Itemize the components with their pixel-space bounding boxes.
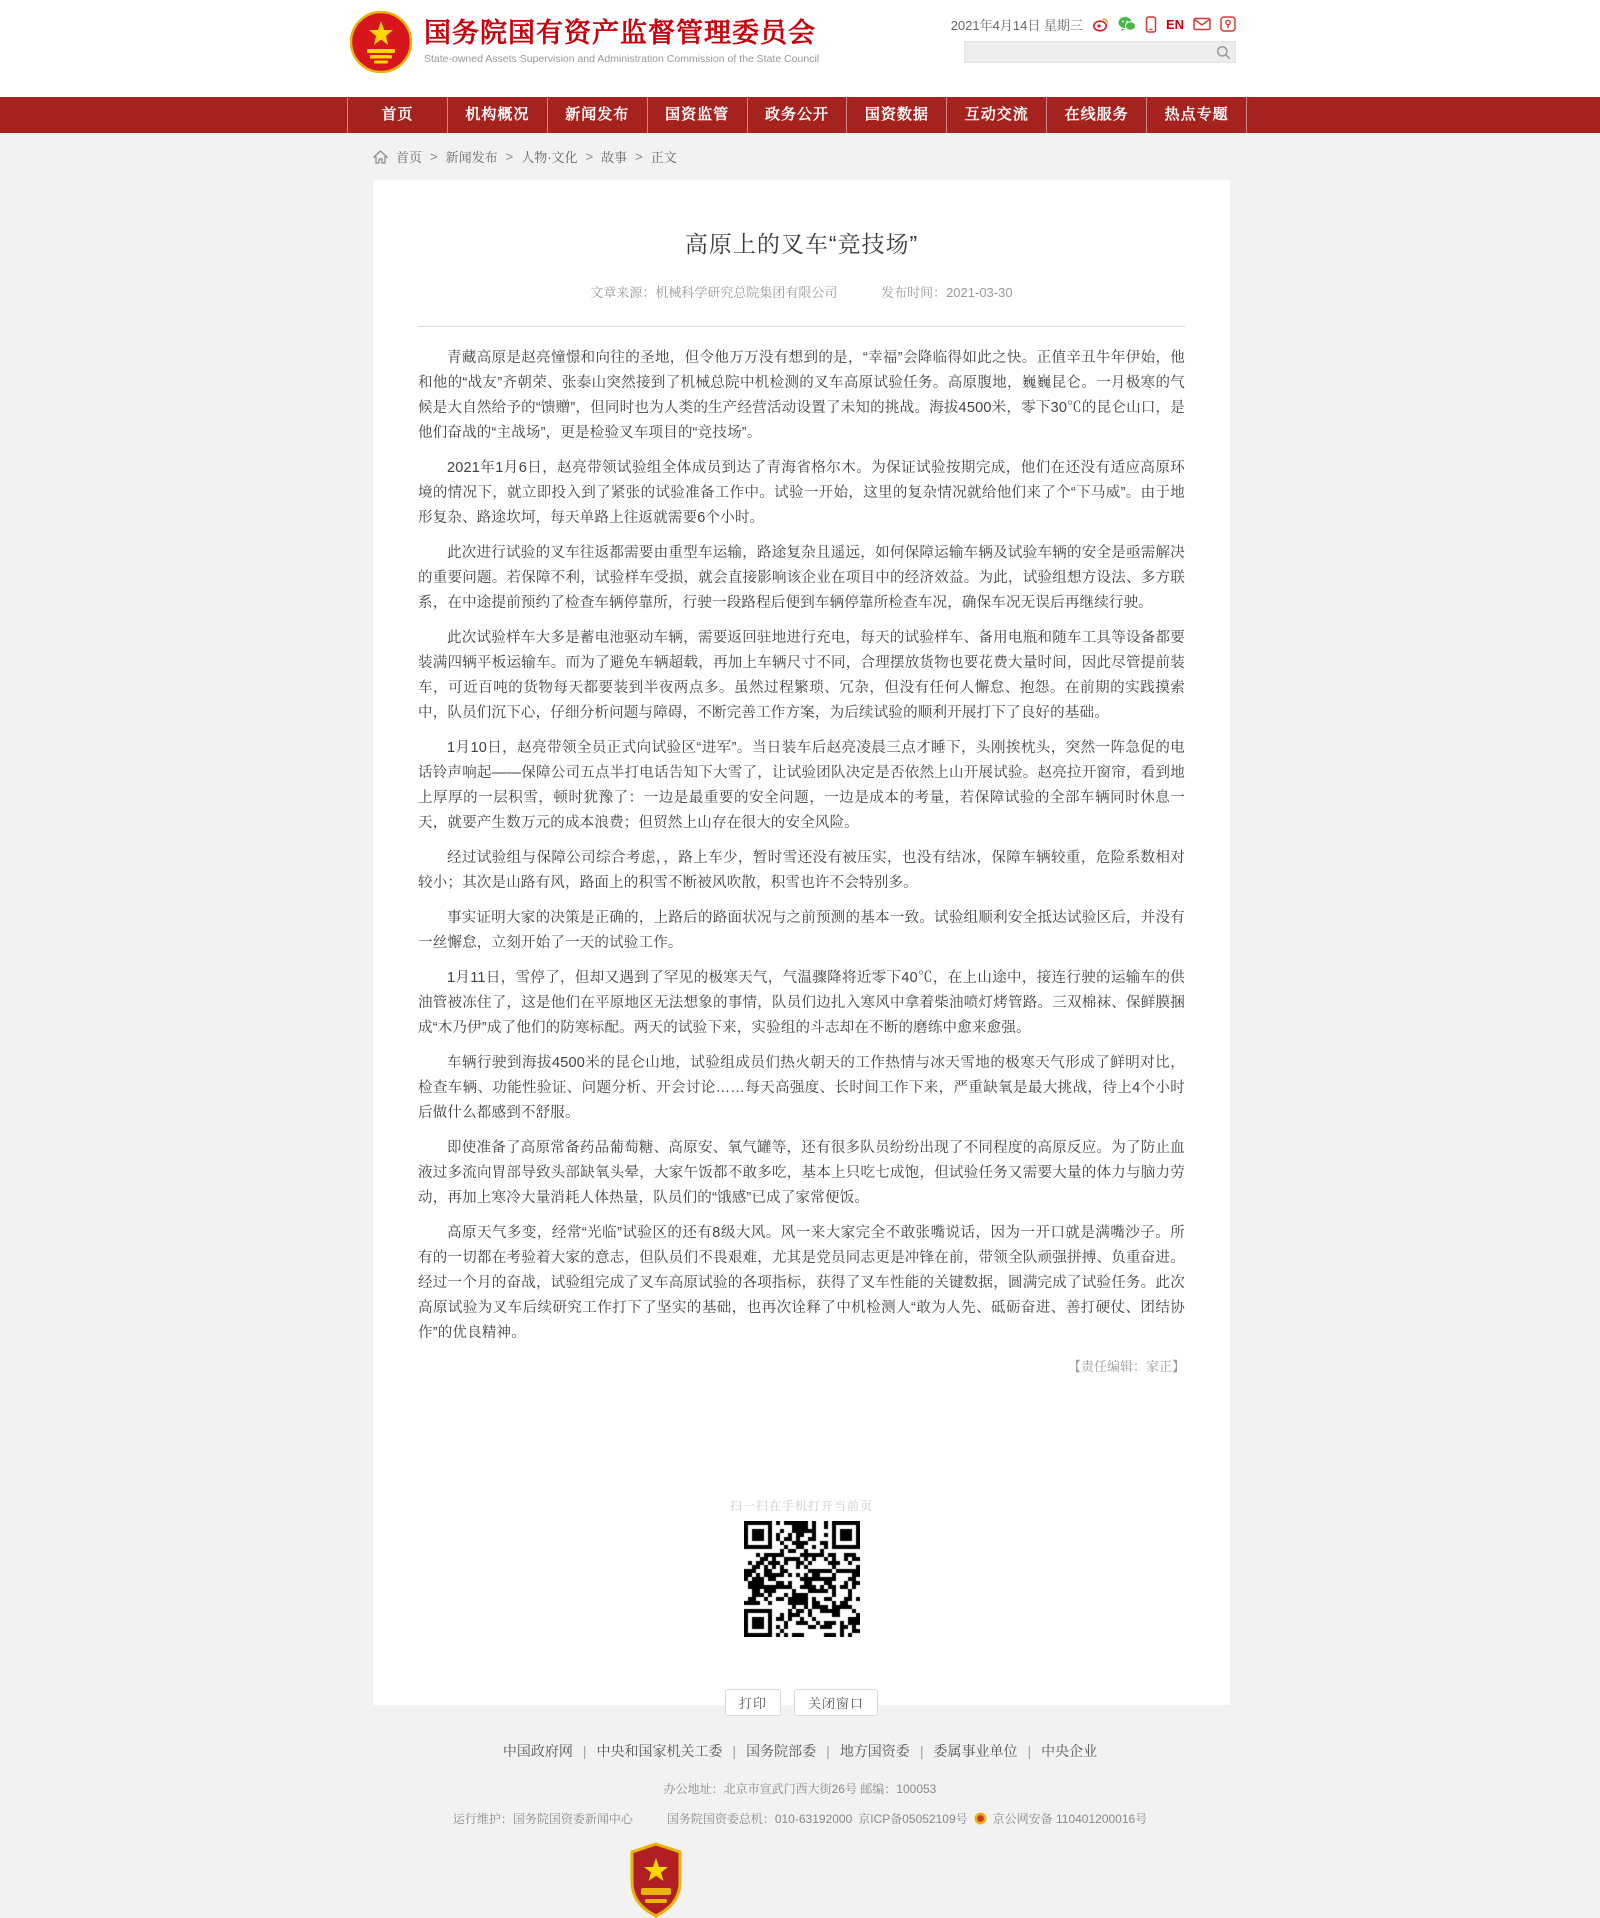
footer-link-separator: | bbox=[582, 1743, 587, 1759]
nav-item[interactable]: 机构概况 bbox=[448, 97, 548, 133]
article-paragraph: 经过试验组与保障公司综合考虑，，路上车少，暂时雪还没有被压实，也没有结冰，保障车辆较重，危险系数相对较小；其次是山路有风，路面上的积雪不断被风吹散，积雪也许不会特别多。 bbox=[418, 850, 1185, 891]
footer-link-separator: | bbox=[826, 1743, 830, 1759]
footer-address: 办公地址：北京市宣武门西大街26号 邮编：100053 bbox=[663, 1782, 937, 1796]
breadcrumb-separator: > bbox=[635, 149, 643, 164]
breadcrumb-separator: > bbox=[505, 149, 514, 164]
article-paragraph: 1月10日，赵亮带领全员正式向试验区“进军”。当日装车后赵亮凌晨三点才睡下，头刚挨枕头，突然一阵急促的电话铃声响起——保障公司五点半打电话告知下大雪了，让试验团队决定是否依然上山开展试验。赵亮拉开窗帘，看到地上厚厚的一层积雪，顿时犹豫了：一边是最重要的安全问题，一边是成本的考量，若保障试验的全部车辆同时休息一天，就要产生数万元的成本浪费；但贸然上山存在很大的安全风险。 bbox=[418, 740, 1185, 831]
publish-label: 发布时间： bbox=[881, 285, 947, 300]
close-window-button[interactable]: 关闭窗口 bbox=[794, 1689, 878, 1716]
print-button[interactable]: 打印 bbox=[725, 1689, 781, 1716]
editor-note: 【责任编辑：家正】 bbox=[1067, 1359, 1185, 1374]
footer-links bbox=[0, 1741, 1600, 1761]
location-icon[interactable] bbox=[1220, 16, 1236, 32]
mail-icon[interactable] bbox=[1193, 17, 1211, 31]
article-paragraph: 此次试验样车大多是蓄电池驱动车辆，需要返回驻地进行充电，每天的试验样车、备用电瓶和随车工具等设备都要装满四辆平板运输车。而为了避免车辆超载，再加上车辆尺寸不同，合理摆放货物也要花费大量时间，因此尽管提前装车，可近百吨的货物每天都要装到半夜两点多。虽然过程繁琐、冗杂，但没有任何人懈怠、抱怨。在前期的实践摸索中，队员们沉下心，仔细分析问题与障碍，不断完善工作方案，为后续试验的顺利开展打下了良好的基础。 bbox=[418, 630, 1185, 721]
qr-code bbox=[744, 1521, 860, 1637]
qr-caption: 扫一扫在手机打开当前页 bbox=[729, 1499, 873, 1513]
site-footer bbox=[0, 1705, 1600, 1918]
wechat-icon[interactable] bbox=[1118, 16, 1136, 32]
article-meta bbox=[418, 282, 1185, 301]
article-paragraph: 此次进行试验的叉车往返都需要由重型车运输，路途复杂且遥远，如何保障运输车辆及试验车辆的安全是亟需解决的重要问题。若保障不利，试验样车受损，就会直接影响该企业在项目中的经济效益。为此，试验组想方设法、多方联系，在中途提前预约了检查车辆停靠所，行驶一段路程后便到车辆停靠所检查车况，确保车况无误后再继续行驶。 bbox=[418, 545, 1185, 611]
meta-divider bbox=[418, 326, 1185, 327]
footer-security[interactable]: 京公网安备 110401200016号 bbox=[992, 1812, 1148, 1826]
site-search bbox=[964, 41, 1236, 63]
breadcrumb-item: 正文 bbox=[650, 150, 677, 165]
search-button[interactable] bbox=[1211, 42, 1235, 62]
nav-item[interactable]: 热点专题 bbox=[1147, 97, 1247, 133]
footer-link[interactable]: 中国政府网 bbox=[502, 1743, 573, 1759]
beian-badge-icon bbox=[974, 1812, 987, 1825]
mobile-icon[interactable] bbox=[1145, 16, 1157, 33]
home-icon[interactable] bbox=[373, 150, 388, 164]
current-date: 2021年4月14日 星期三 bbox=[950, 17, 1083, 33]
footer-link-separator: | bbox=[732, 1743, 737, 1759]
site-brand bbox=[350, 11, 819, 73]
article-paragraph: 事实证明大家的决策是正确的，上路后的路面状况与之前预测的基本一致。试验组顺利安全抵达试验区后，并没有一丝懈怠，立刻开始了一天的试验工作。 bbox=[418, 910, 1185, 951]
nav-item[interactable]: 新闻发布 bbox=[548, 97, 648, 133]
article-body bbox=[418, 346, 1185, 1346]
footer-phone: 国务院国资委总机：010-63192000 bbox=[666, 1812, 853, 1826]
breadcrumb-item[interactable]: 故事 bbox=[601, 150, 628, 165]
article-container bbox=[373, 180, 1230, 1711]
national-emblem-logo bbox=[350, 11, 412, 73]
search-icon bbox=[1216, 45, 1231, 60]
footer-legal bbox=[0, 1810, 1600, 1827]
main-navbar bbox=[0, 97, 1600, 133]
footer-link-separator: | bbox=[919, 1743, 924, 1759]
article-title: 高原上的叉车“竞技场” bbox=[684, 231, 919, 257]
article-paragraph: 1月11日，雪停了，但却又遇到了罕见的极寒天气，气温骤降将近零下40℃，在上山途中，接连行驶的运输车的供油管被冻住了，这是他们在平原地区无法想象的事情，队员们边扎入寒风中拿着柴油喷灯烤管路。三双棉袜、保鲜膜捆成“木乃伊”成了他们的防寒标配。两天的试验下来，实验组的斗志却在不断的磨练中愈来愈强。 bbox=[418, 970, 1185, 1036]
nav-item[interactable]: 互动交流 bbox=[947, 97, 1047, 133]
site-header bbox=[0, 0, 1600, 97]
article-source: 机械科学研究总院集团有限公司 bbox=[655, 285, 838, 300]
article-paragraph: 高原天气多变，经常“光临”试验区的还有8级大风。风一来大家完全不敢张嘴说话，因为一开口就是满嘴沙子。所有的一切都在考验着大家的意志，但队员们不畏艰难，尤其是党员同志更是冲锋在前，带领全队顽强拼搏、负重奋进。经过一个月的奋战，试验组完成了叉车高原试验的各项指标，获得了叉车性能的关键数据，圆满完成了试验任务。此次高原试验为叉车后续研究工作打下了坚实的基础，也再次诠释了中机检测人“敢为人先、砥砺奋进、善打硬仗、团结协作”的优良精神。 bbox=[418, 1225, 1185, 1341]
breadcrumb-item[interactable]: 首页 bbox=[396, 150, 423, 165]
nav-item[interactable]: 在线服务 bbox=[1047, 97, 1147, 133]
breadcrumb-item[interactable]: 新闻发布 bbox=[445, 150, 498, 165]
footer-link[interactable]: 中央企业 bbox=[1041, 1743, 1098, 1759]
site-subtitle: State-owned Assets Supervision and Administration Commission of the State Council bbox=[424, 53, 820, 66]
source-label: 文章来源： bbox=[590, 285, 656, 300]
site-title: 国务院国有资产监督管理委员会 bbox=[424, 17, 816, 48]
footer-maintenance: 运行维护：国务院国资委新闻中心 bbox=[452, 1812, 633, 1826]
nav-item[interactable]: 政务公开 bbox=[748, 97, 848, 133]
qr-section bbox=[418, 1497, 1185, 1637]
article-paragraph: 青藏高原是赵亮憧憬和向往的圣地，但令他万万没有想到的是，“幸福”会降临得如此之快。正值辛丑牛年伊始，他和他的“战友”齐朝荣、张泰山突然接到了机械总院中机检测的叉车高原试验任务。高原腹地，巍巍昆仑。一月极寒的气候是大自然给予的“馈赠”，但同时也为人类的生产经营活动设置了未知的挑战。海拔4500米，零下30℃的昆仑山口，是他们奋战的“主战场”，更是检验叉车项目的“竞技场”。 bbox=[418, 350, 1185, 441]
footer-icp[interactable]: 京ICP备05052109号 bbox=[858, 1812, 968, 1826]
weibo-icon[interactable] bbox=[1092, 16, 1109, 33]
article-paragraph: 车辆行驶到海拔4500米的昆仑山地，试验组成员们热火朝天的工作热情与冰天雪地的极寒天气形成了鲜明对比，检查车辆、功能性验证、问题分析、开会讨论……每天高强度、长时间工作下来，严重缺氧是最大挑战，待上4个小时后做什么都感到不舒服。 bbox=[418, 1055, 1185, 1121]
article-paragraph: 即使准备了高原常备药品葡萄糖、高原安、氧气罐等，还有很多队员纷纷出现了不同程度的高原反应。为了防止血液过多流向胃部导致头部缺氧头晕，大家午饭都不敢多吃，基本上只吃七成饱，但试验任务又需要大量的体力与脑力劳动，再加上寒冷大量消耗人体热量，队员们的“饿感”已成了家常便饭。 bbox=[418, 1140, 1185, 1206]
language-toggle-en[interactable]: EN bbox=[1165, 16, 1184, 32]
search-input[interactable] bbox=[965, 45, 1211, 59]
footer-link-separator: | bbox=[1027, 1743, 1032, 1759]
breadcrumb-item[interactable]: 人物·文化 bbox=[521, 150, 578, 165]
footer-link[interactable]: 国务院部委 bbox=[746, 1743, 817, 1759]
breadcrumb-separator: > bbox=[430, 149, 438, 164]
nav-item[interactable]: 国资监管 bbox=[648, 97, 748, 133]
breadcrumb-separator: > bbox=[585, 149, 594, 164]
footer-link[interactable]: 地方国资委 bbox=[839, 1743, 910, 1759]
publish-date: 2021-03-30 bbox=[946, 285, 1013, 300]
footer-link[interactable]: 委属事业单位 bbox=[933, 1743, 1018, 1759]
breadcrumb bbox=[373, 133, 1600, 180]
footer-link[interactable]: 中央和国家机关工委 bbox=[596, 1743, 723, 1759]
nav-item[interactable]: 国资数据 bbox=[847, 97, 947, 133]
article-paragraph: 2021年1月6日，赵亮带领试验组全体成员到达了青海省格尔木。为保证试验按期完成，他们在还没有适应高原环境的情况下，就立即投入到了紧张的试验准备工作中。试验一开始，这里的复杂情况就给他们来了个“下马威”。由于地形复杂、路途坎坷，每天单路上往返就需要6个小时。 bbox=[418, 460, 1185, 526]
nav-item[interactable]: 首页 bbox=[347, 97, 448, 133]
party-emblem-badge[interactable] bbox=[629, 1842, 683, 1918]
